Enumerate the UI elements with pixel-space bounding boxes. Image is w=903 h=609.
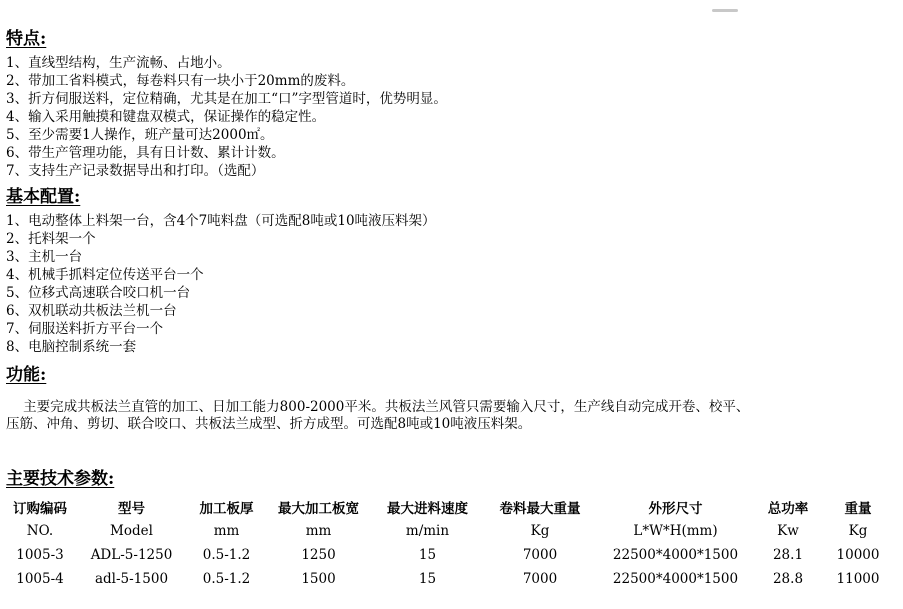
- config-item-5: 5、位移式高速联合咬口机一台: [6, 285, 191, 301]
- cell-max-speed: 15: [418, 547, 437, 563]
- feature-item-2: 2、带加工省料模式，每卷料只有一块小于20mm的废料。: [6, 73, 355, 89]
- header-thickness: 加工板厚: [199, 501, 254, 517]
- header-total-power: 总功率: [767, 501, 809, 517]
- spec-header-row: [6, 495, 893, 519]
- table-row: [6, 567, 893, 591]
- cell-order-code: 1005-4: [16, 571, 64, 587]
- cell-max-width: 1500: [301, 571, 336, 587]
- cell-max-coil-weight: 7000: [522, 571, 558, 587]
- unit-max-width: mm: [305, 523, 332, 539]
- feature-item-4: 4、输入采用触摸和键盘双模式，保证操作的稳定性。: [6, 109, 326, 125]
- config-item-2: 2、托料架一个: [6, 231, 96, 247]
- table-row: [6, 543, 893, 567]
- cell-model: ADL-5-1250: [90, 547, 173, 563]
- unit-dimensions: L*W*H(mm): [633, 523, 718, 539]
- unit-model: Model: [110, 523, 153, 539]
- header-weight: 重量: [844, 501, 872, 517]
- config-item-3: 3、主机一台: [6, 249, 83, 265]
- config-title: 基本配置:: [6, 187, 81, 207]
- cell-model: adl-5-1500: [94, 571, 169, 587]
- header-dimensions: 外形尺寸: [648, 501, 703, 517]
- cell-dimensions: 22500*4000*1500: [612, 547, 739, 563]
- header-order-code: 订购编码: [13, 501, 67, 517]
- spec-unit-row: [6, 519, 893, 543]
- unit-total-power: Kw: [777, 523, 799, 539]
- header-max-speed: 最大进料速度: [387, 501, 468, 517]
- function-title: 功能:: [6, 365, 47, 385]
- feature-item-6: 6、带生产管理功能，具有日计数、累计计数。: [6, 145, 285, 161]
- config-item-1: 1、电动整体上料架一台，含4个7吨料盘（可选配8吨或10吨液压料架）: [6, 213, 436, 229]
- cell-weight: 11000: [836, 571, 880, 587]
- cell-thickness: 0.5-1.2: [202, 547, 251, 563]
- unit-weight: Kg: [848, 523, 868, 539]
- cell-weight: 10000: [836, 547, 880, 563]
- config-item-8: 8、电脑控制系统一套: [6, 339, 137, 355]
- cell-max-width: 1250: [301, 547, 336, 563]
- cell-dimensions: 22500*4000*1500: [612, 571, 739, 587]
- unit-max-coil-weight: Kg: [530, 523, 550, 539]
- unit-max-speed: m/min: [405, 523, 450, 539]
- feature-item-5: 5、至少需要1人操作，班产量可达2000㎡。: [6, 127, 274, 143]
- config-item-6: 6、双机联动共板法兰机一台: [6, 303, 177, 319]
- decorative-mark: [712, 9, 738, 12]
- config-item-7: 7、伺服送料折方平台一个: [6, 321, 164, 337]
- features-title: 特点:: [6, 29, 47, 49]
- config-item-4: 4、机械手抓料定位传送平台一个: [6, 267, 204, 283]
- feature-item-7: 7、支持生产记录数据导出和打印。（选配）: [6, 163, 265, 179]
- unit-thickness: mm: [213, 523, 240, 539]
- cell-total-power: 28.1: [772, 547, 804, 563]
- header-max-width: 最大加工板宽: [278, 501, 359, 517]
- feature-item-1: 1、直线型结构，生产流畅、占地小。: [6, 55, 231, 71]
- cell-total-power: 28.8: [772, 571, 804, 587]
- spec-table: [6, 495, 893, 591]
- header-model: 型号: [118, 501, 145, 517]
- feature-item-3: 3、折方伺服送料，定位精确，尤其是在加工“口”字型管道时，优势明显。: [6, 91, 447, 107]
- cell-max-coil-weight: 7000: [522, 547, 558, 563]
- header-max-coil-weight: 卷料最大重量: [499, 501, 581, 517]
- specs-title: 主要技术参数:: [6, 469, 115, 489]
- cell-thickness: 0.5-1.2: [202, 571, 251, 587]
- cell-order-code: 1005-3: [16, 547, 64, 563]
- cell-max-speed: 15: [418, 571, 437, 587]
- function-description: 主要完成共板法兰直管的加工、日加工能力800-2000平米。共板法兰风管只需要输入尺寸，生产线自动完成开卷、校平、压筋、冲角、剪切、联合咬口、共板法兰成型、折方成型。可选配8吨或10吨液压料架。: [6, 399, 750, 432]
- unit-order-code: NO.: [26, 523, 54, 539]
